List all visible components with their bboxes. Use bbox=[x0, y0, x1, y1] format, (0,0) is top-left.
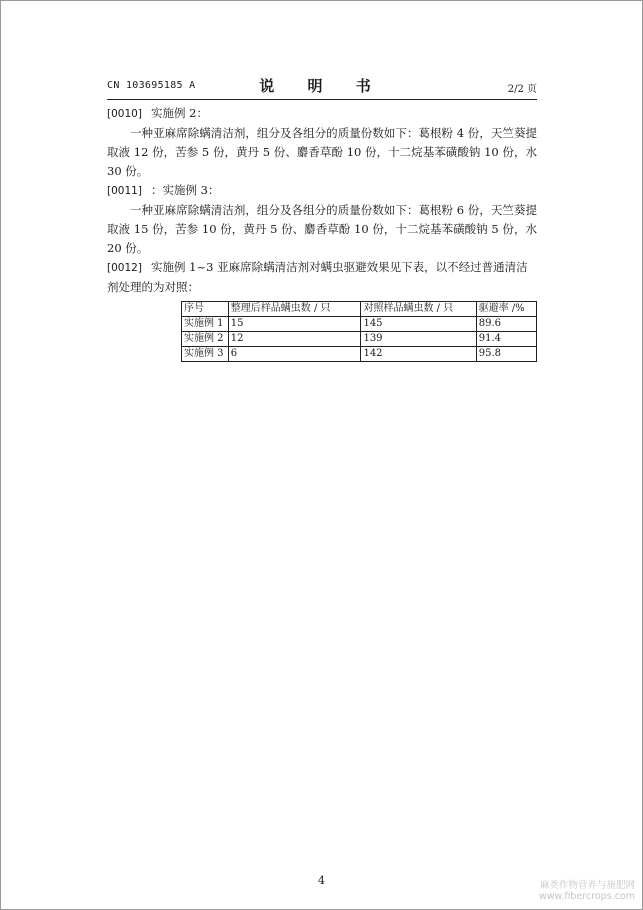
paragraph-heading bbox=[107, 104, 537, 124]
table-cell: 91.4 bbox=[476, 332, 536, 347]
header-cell-repellency-rate: 驱避率 /% bbox=[476, 302, 536, 317]
page-label: 2/2 页 bbox=[507, 84, 537, 95]
table-cell: 实施例 3 bbox=[182, 347, 229, 362]
paragraph-heading-text: ：实施例 3： bbox=[151, 183, 220, 197]
header-cell-control-count: 对照样品螨虫数 / 只 bbox=[361, 302, 476, 317]
paragraph-tag: [0010] bbox=[107, 108, 142, 120]
header-rule bbox=[107, 99, 537, 100]
paragraph-heading-text: 实施例 1~3 亚麻席除螨清洁剂对螨虫驱避效果见下表，以不经过普通清洁剂处理的为对照： bbox=[107, 260, 528, 294]
table-cell: 6 bbox=[228, 347, 361, 362]
table-cell: 12 bbox=[228, 332, 361, 347]
table-cell: 139 bbox=[361, 332, 476, 347]
paragraph-text: 一种亚麻席除螨清洁剂，组分及各组分的质量份数如下：葛根粉 6 份，天竺葵提取液 15 份，苦参 10 份，黄丹 5 份、麝香草酚 10 份，十二烷基苯磺酸钠 5 份，水 20 份。 bbox=[107, 203, 537, 255]
header-cell-treated-count: 整理后样品螨虫数 / 只 bbox=[228, 302, 361, 317]
table-cell: 142 bbox=[361, 347, 476, 362]
site-watermark bbox=[539, 880, 635, 902]
watermark-url: www.fibercrops.com bbox=[538, 891, 635, 902]
paragraph-0010 bbox=[107, 104, 537, 181]
table-row bbox=[182, 347, 537, 362]
header-cell-index: 序号 bbox=[182, 302, 229, 317]
table-cell: 实施例 1 bbox=[182, 317, 229, 332]
table-row bbox=[182, 332, 537, 347]
paragraph-heading-text: 实施例 2： bbox=[151, 106, 208, 120]
document-body bbox=[107, 104, 537, 362]
table-cell: 15 bbox=[228, 317, 361, 332]
paragraph-tag: [0012] bbox=[107, 262, 142, 274]
table-row bbox=[182, 317, 537, 332]
table-cell: 145 bbox=[361, 317, 476, 332]
paragraph-0012 bbox=[107, 258, 537, 297]
paragraph-tag: [0011] bbox=[107, 185, 142, 197]
results-table bbox=[181, 301, 537, 362]
paragraph-heading bbox=[107, 258, 537, 297]
doc-title: 说 明 书 bbox=[259, 77, 385, 95]
paragraph-heading bbox=[107, 181, 537, 201]
table-cell: 89.6 bbox=[476, 317, 536, 332]
table-cell: 实施例 2 bbox=[182, 332, 229, 347]
paragraph-0011 bbox=[107, 181, 537, 258]
paragraph-text: 一种亚麻席除螨清洁剂，组分及各组分的质量份数如下：葛根粉 4 份，天竺葵提取液 12 份，苦参 5 份，黄丹 5 份、麝香草酚 10 份，十二烷基苯磺酸钠 10 份，水 30 份。 bbox=[107, 126, 537, 178]
table-header-row bbox=[182, 302, 537, 317]
page-number: 4 bbox=[318, 874, 325, 887]
watermark-title: 麻类作物营养与施肥网 bbox=[539, 880, 635, 891]
results-table-wrapper bbox=[181, 301, 537, 362]
document-header bbox=[107, 75, 537, 97]
doc-number: CN 103695185 A bbox=[107, 80, 196, 91]
table-cell: 95.8 bbox=[476, 347, 536, 362]
